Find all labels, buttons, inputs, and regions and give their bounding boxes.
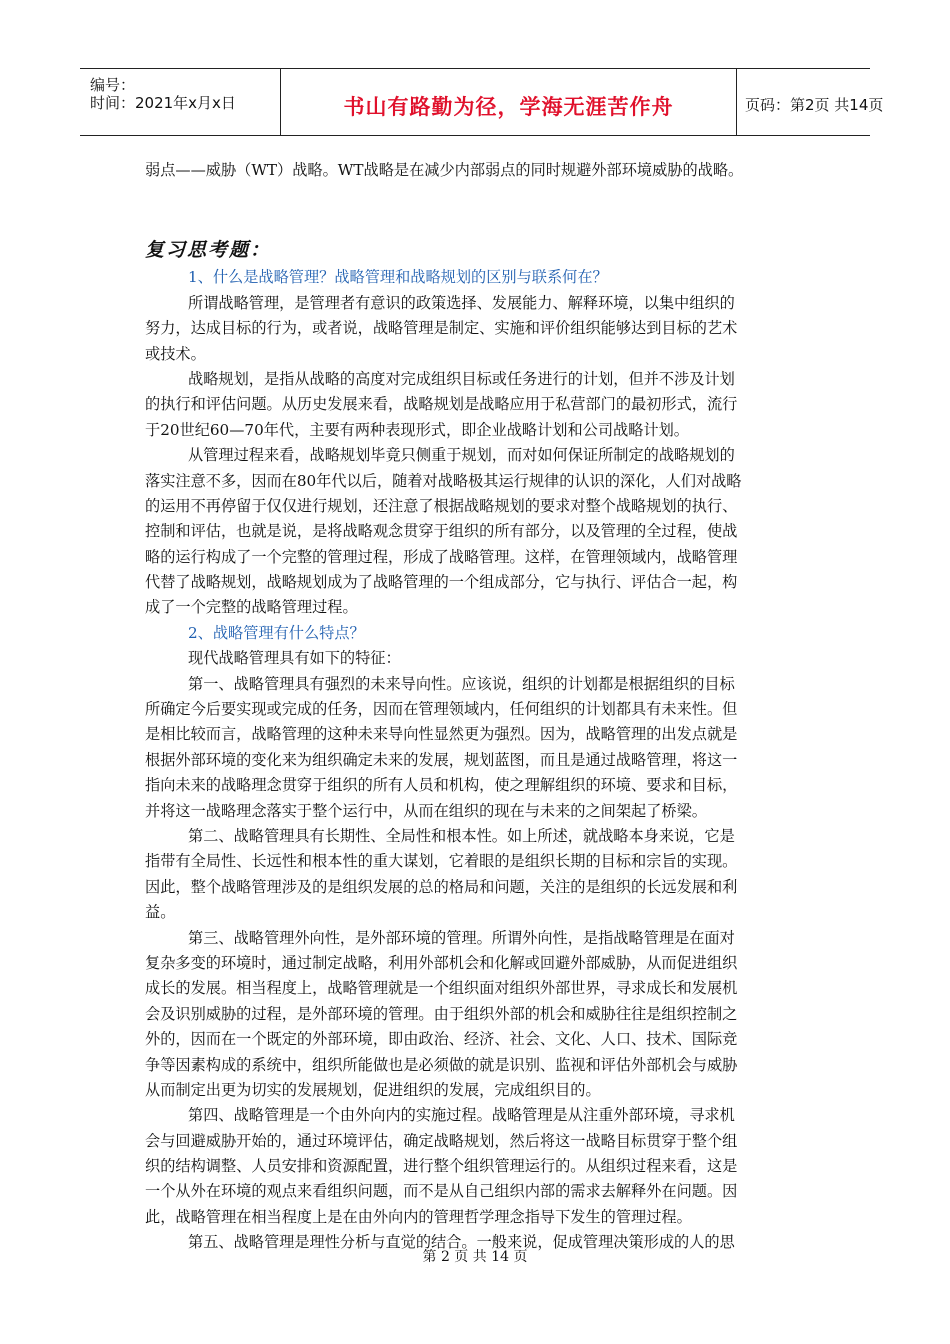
- text-line: 从而制定出更为切实的发展规划，促进组织的发展，完成组织目的。: [145, 1080, 601, 1099]
- text-line: 复杂多变的环境时，通过制定战略，利用外部机会和化解或回避外部威胁，从而促进组织: [145, 953, 738, 972]
- question-line: 2、战略管理有什么特点？: [188, 623, 365, 642]
- page-footer: 第 2 页 共 14 页: [422, 1249, 528, 1265]
- intro-line: 弱点——威胁（WT）战略。WT战略是在减少内部弱点的同时规避外部环境威胁的战略。: [145, 161, 744, 179]
- header-motto-cell: [280, 69, 737, 135]
- document-date: 时间：2021年x月x日: [90, 94, 236, 112]
- document-header: [80, 68, 884, 136]
- text-line: 指向未来的战略理念贯穿于组织的所有人员和机构，使之理解组织的环境、要求和目标，: [145, 776, 738, 795]
- text-line: 成长的发展。相当程度上，战略管理就是一个组织面对组织外部世界，寻求成长和发展机: [145, 979, 738, 998]
- text-line: 落实注意不多，因而在80年代以后，随着对战略极其运行规律的认识的深化，人们对战略: [145, 471, 742, 490]
- header-left-cell: [80, 69, 280, 135]
- text-line: 略的运行构成了一个完整的管理过程，形成了战略管理。这样，在管理领域内，战略管理: [145, 547, 738, 566]
- text-line: 此，战略管理在相当程度上是在由外向内的管理哲学理念指导下发生的管理过程。: [145, 1207, 692, 1226]
- text-line: 指带有全局性、长远性和根本性的重大谋划，它着眼的是组织长期的目标和宗旨的实现。: [145, 852, 738, 871]
- section-heading: 复习思考题：: [145, 239, 272, 262]
- text-line: 或技术。: [145, 344, 206, 363]
- text-line: 是相比较而言，战略管理的这种未来导向性显然更为强烈。因为，战略管理的出发点就是: [145, 725, 738, 744]
- body-paragraphs: [145, 265, 810, 1255]
- text-line: 成了一个完整的战略管理过程。: [145, 598, 358, 617]
- text-line: 代替了战略规划，战略规划成为了战略管理的一个组成部分，它与执行、评估合一起，构: [145, 573, 738, 592]
- text-line: 所谓战略管理，是管理者有意识的政策选择、发展能力、解释环境，以集中组织的: [188, 293, 735, 312]
- text-line: 会及识别威胁的过程，是外部环境的管理。由于组织外部的机会和威胁往往是组织控制之: [145, 1004, 738, 1023]
- text-line: 根据外部环境的变化来为组织确定未来的发展，规划蓝图，而且是通过战略管理，将这一: [145, 750, 738, 769]
- text-line: 控制和评估，也就是说，是将战略观念贯穿于组织的所有部分，以及管理的全过程，使战: [145, 522, 738, 541]
- text-line: 努力，达成目标的行为，或者说，战略管理是制定、实施和评价组织能够达到目标的艺术: [145, 319, 738, 338]
- text-line: 争等因素构成的系统中，组织所能做也是必须做的就是识别、监视和评估外部机会与威胁: [145, 1055, 738, 1074]
- text-line: 因此，整个战略管理涉及的是组织发展的总的格局和问题，关注的是组织的长远发展和利: [145, 877, 738, 896]
- text-line: 第五、战略管理是理性分析与直觉的结合。一般来说，促成管理决策形成的人的思: [188, 1233, 735, 1252]
- text-line: 第一、战略管理具有强烈的未来导向性。应该说，组织的计划都是根据组织的目标: [188, 674, 735, 693]
- text-line: 现代战略管理具有如下的特征：: [188, 649, 401, 668]
- text-line: 第二、战略管理具有长期性、全局性和根本性。如上所述，就战略本身来说，它是: [188, 826, 735, 845]
- header-motto: 书山有路勤为径，学海无涯苦作舟: [343, 95, 674, 119]
- text-line: 并将这一战略理念落实于整个运行中，从而在组织的现在与未来的之间架起了桥梁。: [145, 801, 707, 820]
- question-line: 1、什么是战略管理？战略管理和战略规划的区别与联系何在？: [188, 268, 608, 287]
- text-line: 所确定今后要实现或完成的任务，因而在管理领域内，任何组织的计划都具有未来性。但: [145, 700, 738, 719]
- document-number-label: 编号：: [90, 76, 136, 94]
- header-page-info: 页码：第2页 共14页: [745, 96, 884, 114]
- text-line: 织的结构调整、人员安排和资源配置，进行整个组织管理运行的。从组织过程来看，这是: [145, 1157, 738, 1176]
- text-line: 的执行和评估问题。从历史发展来看，战略规划是战略应用于私营部门的最初形式，流行: [145, 395, 738, 414]
- text-line: 益。: [145, 903, 176, 922]
- header-page-cell: [737, 69, 884, 135]
- document-body: [145, 158, 810, 1256]
- text-line: 的运用不再停留于仅仅进行规划，还注意了根据战略规划的要求对整个战略规划的执行、: [145, 496, 738, 515]
- text-line: 于20世纪60—70年代，主要有两种表现形式，即企业战略计划和公司战略计划。: [145, 420, 689, 439]
- section-gap: [145, 183, 810, 235]
- text-line: 外的，因而在一个既定的外部环境，即由政治、经济、社会、文化、人口、技术、国际竞: [145, 1030, 738, 1049]
- text-line: 战略规划，是指从战略的高度对完成组织目标或任务进行的计划，但并不涉及计划: [188, 369, 735, 388]
- text-line: 会与回避威胁开始的，通过环境评估，确定战略规划，然后将这一战略目标贯穿于整个组: [145, 1131, 738, 1150]
- text-line: 第三、战略管理外向性，是外部环境的管理。所谓外向性，是指战略管理是在面对: [188, 928, 735, 947]
- text-line: 一个从外在环境的观点来看组织问题，而不是从自己组织内部的需求去解释外在问题。因: [145, 1182, 738, 1201]
- text-line: 第四、战略管理是一个由外向内的实施过程。战略管理是从注重外部环境，寻求机: [188, 1106, 735, 1125]
- text-line: 从管理过程来看，战略规划毕竟只侧重于规划，而对如何保证所制定的战略规划的: [188, 446, 735, 465]
